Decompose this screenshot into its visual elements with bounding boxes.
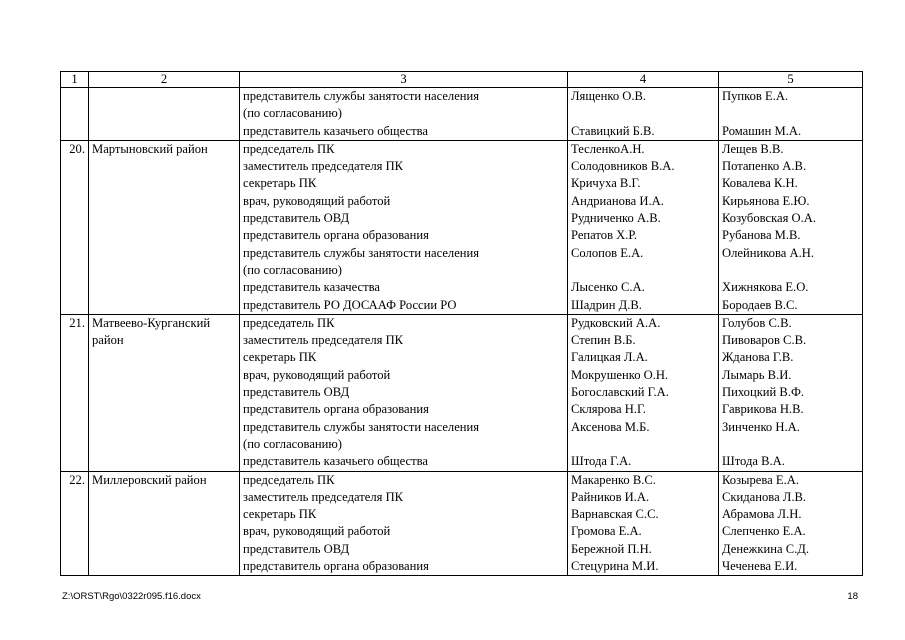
member-name [571,105,715,122]
table-row [61,314,863,471]
deputy-name: Кирьянова Е.Ю. [722,193,810,208]
role-title: председатель ПК [243,315,335,330]
role-title-cell [240,471,568,576]
member-name: Аксенова М.Б. [571,419,650,434]
table-row [61,140,863,314]
deputy-name [722,436,859,453]
role-title: врач, руководящий работой [243,193,391,208]
deputy-name-cell [719,314,863,471]
role-title-cell [240,88,568,141]
table-row [61,471,863,576]
member-name: Лысенко С.А. [571,280,645,295]
deputy-name: Зинченко Н.А. [722,419,800,434]
member-name: Макаренко В.С. [571,472,656,487]
deputy-name: Рубанова М.В. [722,228,801,243]
deputy-name: Ковалева К.Н. [722,176,798,191]
footer-page-number: 18 [847,591,858,602]
role-title: представитель ОВД [243,211,350,226]
district-name-cell [89,140,240,314]
row-number: 22. [61,471,89,576]
member-name [571,262,715,279]
member-name: Степин В.Б. [571,333,636,348]
district-name: Миллеровский район [92,472,207,487]
member-name: Шадрин Д.В. [571,297,642,312]
member-name: Ставицкий Б.В. [571,123,655,138]
member-name-cell [568,314,719,471]
deputy-name: Лещев В.В. [722,141,784,156]
member-name: Репатов Х.Р. [571,228,637,243]
deputy-name: Пупков Е.А. [722,89,789,103]
district-name: Мартыновский район [92,141,208,156]
header-cell-1: 1 [61,72,89,88]
role-title-cell [240,140,568,314]
deputy-name: Козырева Е.А. [722,472,799,487]
role-title: представитель казачьего общества [243,123,428,138]
role-title: представитель ОВД [243,385,350,400]
district-name-cell [89,471,240,576]
role-title: (по согласованию) [243,106,343,121]
role-title: председатель ПК [243,472,335,487]
deputy-name: Олейникова А.Н. [722,245,814,260]
footer-file-path: Z:\ORST\Rgo\0322r095.f16.docx [62,591,201,602]
member-name: Штода Г.А. [571,454,632,469]
member-name: Галицкая Л.А. [571,350,648,365]
role-title: секретарь ПК [243,507,317,522]
member-name: Солопов Е.А. [571,245,644,260]
header-row [61,72,863,88]
deputy-name: Потапенко А.В. [722,159,807,174]
district-name-cell [89,88,240,141]
member-name: Громова Е.А. [571,524,642,539]
role-title: председатель ПК [243,141,335,156]
role-title: представитель ОВД [243,541,350,556]
deputy-name: Пихоцкий В.Ф. [722,385,805,400]
role-title: заместитель председателя ПК [243,489,404,504]
deputy-name-cell [719,140,863,314]
role-title: (по согласованию) [243,262,343,277]
deputy-name: Голубов С.В. [722,315,792,330]
role-title: секретарь ПК [243,176,317,191]
deputy-name: Слепченко Е.А. [722,524,806,539]
role-title: представитель органа образования [243,559,429,574]
member-name: ТесленкоА.Н. [571,141,645,156]
member-name: Склярова Н.Г. [571,402,646,417]
deputy-name: Денежкина С.Д. [722,541,809,556]
deputy-name-cell [719,471,863,576]
deputy-name: Гаврикова Н.В. [722,402,804,417]
table-body [61,72,863,576]
deputy-name: Скиданова Л.В. [722,489,807,504]
header-cell-4: 4 [568,72,719,88]
deputy-name: Хижнякова Е.О. [722,280,809,295]
role-title: представитель казачества [243,280,380,295]
deputy-name [722,105,859,122]
member-name: Лященко О.В. [571,89,647,103]
member-name: Стецурина М.И. [571,559,659,574]
member-name-cell [568,88,719,141]
member-name: Варнавская С.С. [571,507,659,522]
role-title: врач, руководящий работой [243,524,391,539]
member-name: Бережной П.Н. [571,541,652,556]
commission-table [60,71,863,576]
deputy-name: Абрамова Л.Н. [722,507,802,522]
deputy-name: Жданова Г.В. [722,350,794,365]
deputy-name: Чеченева Е.И. [722,559,798,574]
member-name: Андрианова И.А. [571,193,664,208]
role-title: (по согласованию) [243,436,343,451]
member-name [571,436,715,453]
role-title: представитель органа образования [243,402,429,417]
deputy-name [722,262,859,279]
row-number: 20. [61,140,89,314]
role-title: представитель службы занятости населения [243,89,480,103]
member-name: Кричуха В.Г. [571,176,641,191]
row-number: 21. [61,314,89,471]
role-title: заместитель председателя ПК [243,159,404,174]
role-title: представитель органа образования [243,228,429,243]
deputy-name: Козубовская О.А. [722,211,817,226]
deputy-name: Лымарь В.И. [722,367,792,382]
role-title: представитель казачьего общества [243,454,428,469]
member-name-cell [568,140,719,314]
member-name: Солодовников В.А. [571,159,675,174]
member-name: Райников И.А. [571,489,650,504]
header-cell-5: 5 [719,72,863,88]
district-name: Матвеево-Курганский [92,315,211,330]
row-number [61,88,89,141]
member-name: Мокрушенко О.Н. [571,367,669,382]
district-name-cell [89,314,240,471]
role-title: заместитель председателя ПК [243,333,404,348]
role-title: врач, руководящий работой [243,367,391,382]
district-name: район [92,333,124,348]
member-name-cell [568,471,719,576]
role-title: представитель службы занятости населения [243,245,480,260]
role-title: секретарь ПК [243,350,317,365]
deputy-name: Штода В.А. [722,454,785,469]
member-name: Рудковский А.А. [571,315,661,330]
deputy-name: Бородаев В.С. [722,297,798,312]
header-cell-2: 2 [89,72,240,88]
deputy-name: Ромашин М.А. [722,123,802,138]
member-name: Рудниченко А.В. [571,211,661,226]
header-cell-3: 3 [240,72,568,88]
deputy-name: Пивоваров С.В. [722,333,807,348]
member-name: Богославский Г.А. [571,385,669,400]
role-title: представитель РО ДОСААФ России РО [243,297,457,312]
deputy-name-cell [719,88,863,141]
table-row [61,88,863,141]
role-title-cell [240,314,568,471]
role-title: представитель службы занятости населения [243,419,480,434]
